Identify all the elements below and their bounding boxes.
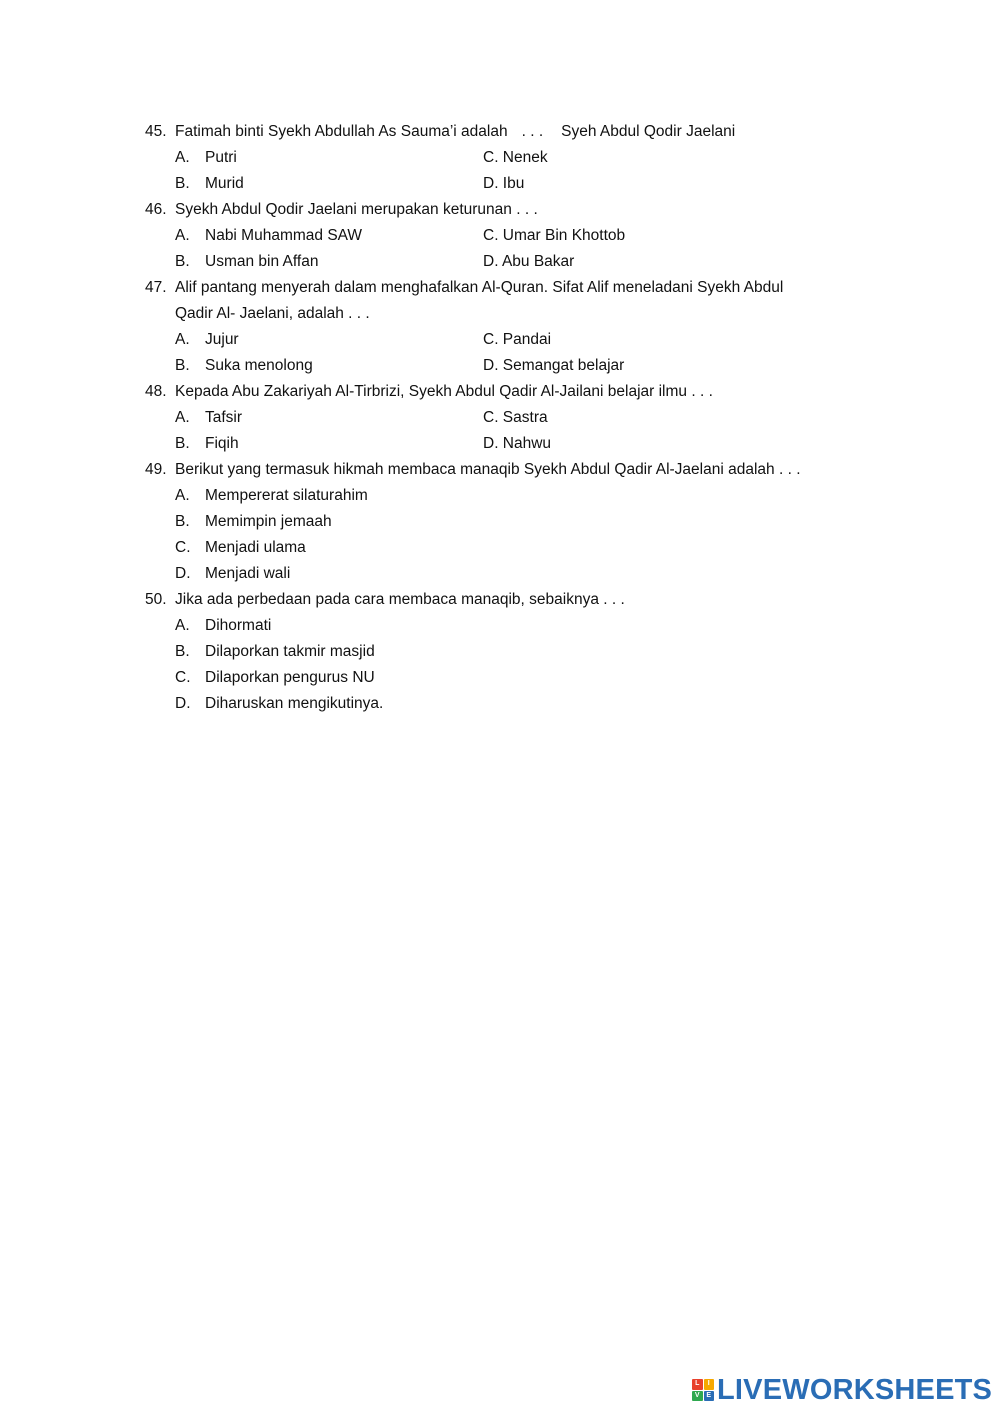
question-text: Alif pantang menyerah dalam menghafalkan Al-Quran. Sifat Alif meneladani Syekh Abdul — [175, 279, 784, 296]
option-label: A. — [175, 227, 190, 244]
option-a[interactable]: Dihormati — [205, 617, 272, 634]
option-b[interactable]: Dilaporkan takmir masjid — [205, 643, 375, 660]
logo-text: LIVEWORKSHEETS — [717, 1373, 993, 1406]
logo-square: V — [692, 1391, 703, 1402]
option-d[interactable]: D. Semangat belajar — [483, 357, 625, 374]
option-a[interactable]: Jujur — [205, 331, 239, 348]
question-text: Jika ada perbedaan pada cara membaca manaqib, sebaiknya . . . — [175, 591, 625, 608]
logo-squares-icon — [692, 1379, 714, 1401]
option-c[interactable]: C. Pandai — [483, 331, 552, 348]
option-d[interactable]: Diharuskan mengikutinya. — [205, 695, 384, 712]
question-text: Berikut yang termasuk hikmah membaca manaqib Syekh Abdul Qadir Al-Jaelani adalah . . . — [175, 461, 801, 478]
option-d[interactable]: Menjadi wali — [205, 565, 291, 582]
question-number: 49. — [145, 461, 167, 478]
option-label: D. — [175, 565, 191, 582]
logo-square: I — [704, 1379, 715, 1390]
option-label: A. — [175, 487, 190, 504]
option-label: A. — [175, 409, 190, 426]
question-number: 50. — [145, 591, 167, 608]
option-label: B. — [175, 175, 190, 192]
option-a[interactable]: Tafsir — [205, 409, 243, 426]
option-b[interactable]: Usman bin Affan — [205, 253, 319, 270]
option-b[interactable]: Memimpin jemaah — [205, 513, 332, 530]
logo-square: L — [692, 1379, 703, 1390]
option-label: B. — [175, 643, 190, 660]
option-a[interactable]: Putri — [205, 149, 237, 166]
question-text: Syekh Abdul Qodir Jaelani merupakan keturunan . . . — [175, 201, 538, 218]
option-c[interactable]: C. Umar Bin Khottob — [483, 227, 626, 244]
option-a[interactable]: Mempererat silaturahim — [205, 487, 368, 504]
option-label: A. — [175, 331, 190, 348]
option-label: A. — [175, 617, 190, 634]
question-number: 47. — [145, 279, 167, 296]
option-c[interactable]: Menjadi ulama — [205, 539, 306, 556]
option-c[interactable]: C. Nenek — [483, 149, 548, 166]
question-number: 46. — [145, 201, 167, 218]
question-text-line2: Qadir Al- Jaelani, adalah . . . — [175, 305, 370, 322]
liveworksheets-logo[interactable] — [692, 1374, 992, 1406]
option-d[interactable]: D. Nahwu — [483, 435, 552, 452]
option-b[interactable]: Fiqih — [205, 435, 239, 452]
question-text: Kepada Abu Zakariyah Al-Tirbrizi, Syekh Abdul Qadir Al-Jailani belajar ilmu . . . — [175, 383, 713, 400]
option-c[interactable]: Dilaporkan pengurus NU — [205, 669, 375, 686]
option-label: C. — [175, 669, 191, 686]
option-label: A. — [175, 149, 190, 166]
option-b[interactable]: Murid — [205, 175, 244, 192]
option-label: B. — [175, 357, 190, 374]
option-a[interactable]: Nabi Muhammad SAW — [205, 227, 363, 244]
option-d[interactable]: D. Ibu — [483, 175, 525, 192]
question-number: 48. — [145, 383, 167, 400]
option-label: D. — [175, 695, 191, 712]
option-label: B. — [175, 435, 190, 452]
option-b[interactable]: Suka menolong — [205, 357, 313, 374]
logo-square: E — [704, 1391, 715, 1402]
option-label: C. — [175, 539, 191, 556]
option-d[interactable]: D. Abu Bakar — [483, 253, 575, 270]
question-number: 45. — [145, 123, 167, 140]
option-label: B. — [175, 253, 190, 270]
question-text: Fatimah binti Syekh Abdullah As Sauma’i adalah . . . Syeh Abdul Qodir Jaelani — [175, 123, 736, 140]
option-label: B. — [175, 513, 190, 530]
option-c[interactable]: C. Sastra — [483, 409, 548, 426]
